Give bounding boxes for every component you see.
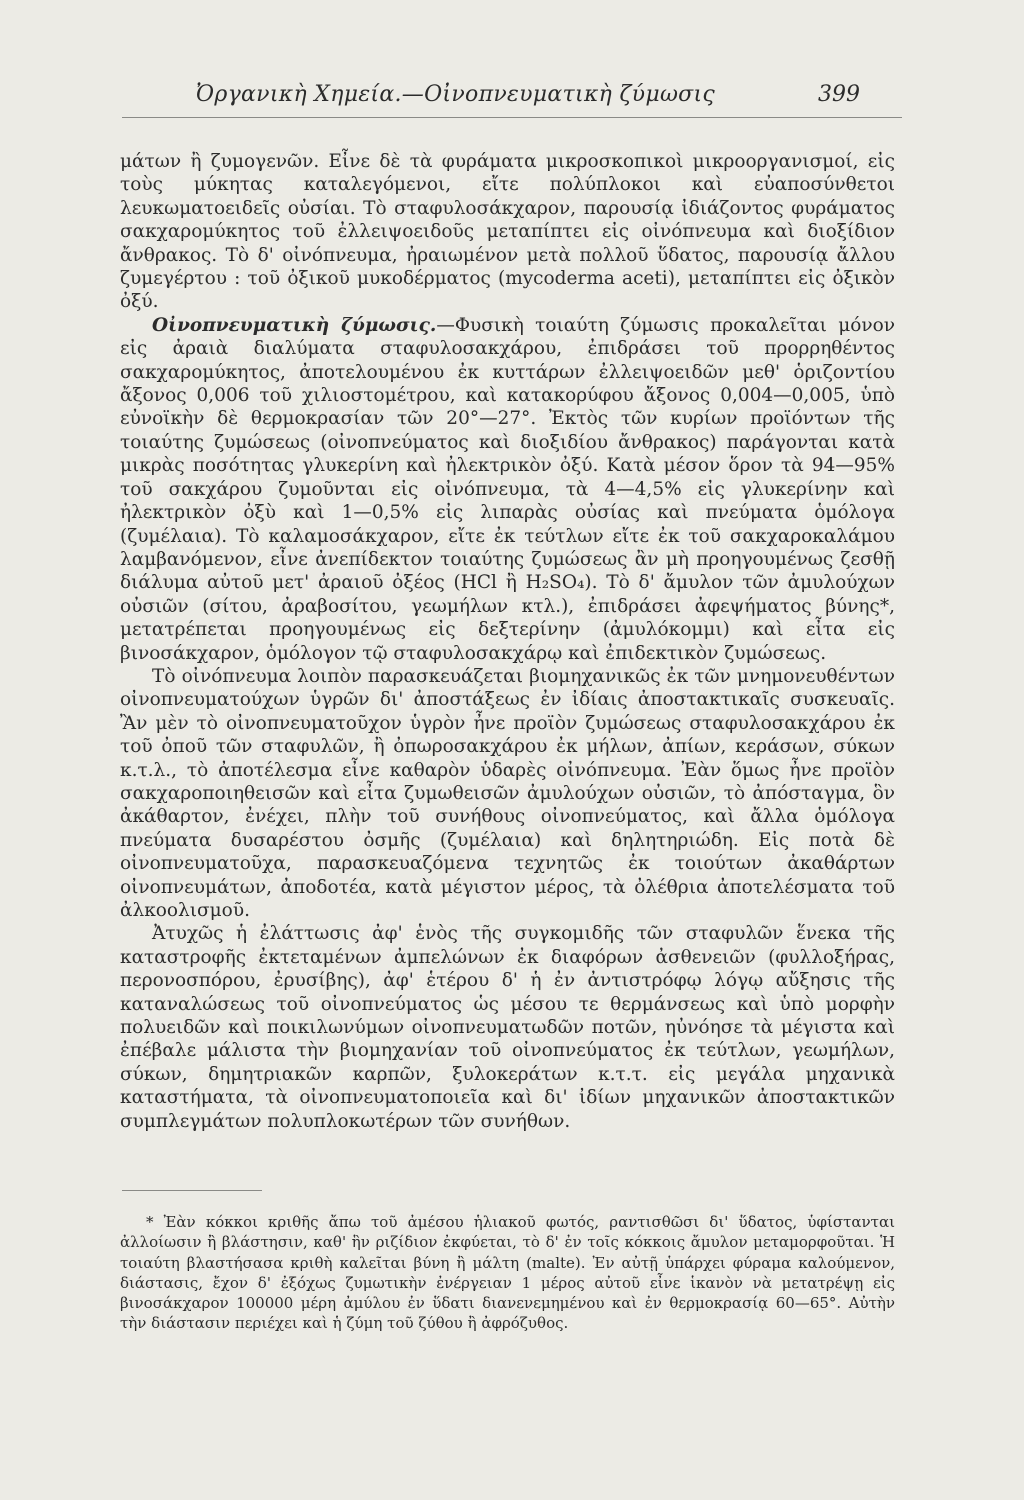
section-heading: Οἰνοπνευματικὴ ζύμωσις. (152, 314, 437, 336)
body-text (120, 150, 895, 1133)
page-number: 399 (818, 82, 860, 107)
paragraph-2-text: —Φυσικὴ τοιαύτη ζύμωσις προκαλεῖται μόνον εἰς ἀραιὰ διαλύματα σταφυλοσακχάρου, ἐπιδράσει τοῦ προρρηθέντος σακχαρομύκητος, ἀποτελουμένου ἐκ κυττάρων ἐλλειψοειδῶν μεθ' ὁριζοντίου ἄξονος 0,006 τοῦ χιλιοστομέτρου, καὶ κατακορύφου ἄξονος 0,004—0,005, ὑπὸ εὐνοϊκὴν δὲ θερμοκρασίαν τῶν 20°—27°. Ἐκτὸς τῶν κυρίων προϊόντων τῆς τοιαύτης ζυμώσεως (οἰνοπνεύματος καὶ διοξιδίου ἄνθρακος) παράγονται κατὰ μικρὰς ποσότητας γλυκερίνη καὶ ἠλεκτρικὸν ὀξύ. Κατὰ μέσον ὅρον τὰ 94—95% τοῦ σακχάρου ζυμοῦνται εἰς οἰνόπνευμα, τὰ 4—4,5% εἰς γλυκερίνην καὶ ἠλεκτρικὸν ὀξὺ καὶ 1—0,5% εἰς λιπαρὰς οὐσίας καὶ πνεύματα ὁμόλογα (ζυμέλαια). Τὸ καλαμοσάκχαρον, εἴτε ἐκ τεύτλων εἴτε ἐκ τοῦ σακχαροκαλάμου λαμβανόμενον, εἶνε ἀνεπίδεκτον τοιαύτης ζυμώσεως ἂν μὴ προηγουμένως ζεσθῇ διάλυμα αὐτοῦ μετ' ἀραιοῦ ὀξέος (HCl ἢ H₂SO₄). Τὸ δ' ἄμυλον τῶν ἀμυλούχων οὐσιῶν (σίτου, ἀραβοσίτου, γεωμήλων κτλ.), ἐπιδράσει ἀφεψήματος βύνης*, μετατρέπεται προηγουμένως εἰς δεξτερίνην (ἀμυλόκομμι) καὶ εἶτα εἰς βινοσάκχαρον, ὁμόλογον τῷ σταφυλοσακχάρῳ καὶ ἐπιδεκτικὸν ζυμώσεως. (120, 314, 895, 664)
paragraph-1: μάτων ἢ ζυμογενῶν. Εἶνε δὲ τὰ φυράματα μικροσκοπικοὶ μικροοργανισμοί, εἰς τοὺς μύκητας καταλεγόμενοι, εἴτε πολύπλοκοι καὶ εὐαποσύνθετοι λευκωματοειδεῖς οὐσίαι. Τὸ σταφυλοσάκχαρον, παρουσίᾳ ἰδιάζοντος φυράματος σακχαρομύκητος τοῦ ἐλλειψοειδοῦς μεταπίπτει εἰς οἰνόπνευμα καὶ διοξίδιον ἄνθρακος. Τὸ δ' οἰνόπνευμα, ἠραιωμένον μετὰ πολλοῦ ὕδατος, παρουσίᾳ ἄλλου ζυμεγέρτου : τοῦ ὀξικοῦ μυκοδέρματος (mycoderma aceti), μεταπίπτει εἰς ὀξικὸν ὀξύ. (120, 151, 895, 313)
running-head (0, 82, 1024, 112)
footnote-rule (122, 1190, 262, 1191)
paragraph-3: Τὸ οἰνόπνευμα λοιπὸν παρασκευάζεται βιομηχανικῶς ἐκ τῶν μνημονευθέντων οἰνοπνευματούχων ὑγρῶν δι' ἀποστάξεως ἐν ἰδίαις ἀποστακτικαῖς συσκευαῖς. Ἂν μὲν τὸ οἰνοπνευματοῦχον ὑγρὸν ἦνε προϊὸν ζυμώσεως σταφυλοσακχάρου ἐκ τοῦ ὀποῦ τῶν σταφυλῶν, ἢ ὀπωροσακχάρου ἐκ μήλων, ἀπίων, κεράσων, σύκων κ.τ.λ., τὸ ἀποτέλεσμα εἶνε καθαρὸν ὑδαρὲς οἰνόπνευμα. Ἐὰν ὅμως ἦνε προϊὸν σακχαροποιηθεισῶν καὶ εἶτα ζυμωθεισῶν ἀμυλούχων οὐσιῶν, τὸ ἀπόσταγμα, ὃν ἀκάθαρτον, ἐνέχει, πλὴν τοῦ συνήθους οἰνοπνεύματος, καὶ ἄλλα ὁμόλογα πνεύματα δυσαρέστου ὀσμῆς (ζυμέλαια) καὶ δηλητηριώδη. Εἰς ποτὰ δὲ οἰνοπνευματοῦχα, παρασκευαζόμενα τεχνητῶς ἐκ τοιούτων ἀκαθάρτων οἰνοπνευμάτων, ἀποδοτέα, κατὰ μέγιστον μέρος, τὰ ὀλέθρια ἀποτελέσματα τοῦ ἀλκοολισμοῦ. (120, 665, 895, 921)
paragraph-4: Ἀτυχῶς ἡ ἐλάττωσις ἀφ' ἑνὸς τῆς συγκομιδῆς τῶν σταφυλῶν ἕνεκα τῆς καταστροφῆς ἐκτεταμένων ἀμπελώνων ἐκ διαφόρων ἀσθενειῶν (φυλλοξήρας, περονοσπόρου, ἐρυσίβης), ἀφ' ἑτέρου δ' ἡ ἐν ἀντιστρόφῳ λόγῳ αὔξησις τῆς καταναλώσεως τοῦ οἰνοπνεύματος ὡς μέσου τε θερμάνσεως καὶ ὑπὸ μορφὴν πολυειδῶν καὶ ποικιλωνύμων οἰνοπνευματωδῶν ποτῶν, ηὐνόησε τὰ μέγιστα καὶ ἐπέβαλε μάλιστα τὴν βιομηχανίαν τοῦ οἰνοπνεύματος ἐκ τεύτλων, γεωμήλων, σύκων, δημητριακῶν καρπῶν, ξυλοκεράτων κ.τ.τ. εἰς μεγάλα μηχανικὰ καταστήματα, τὰ οἰνοπνευματοποιεῖα καὶ δι' ἰδίων μηχανικῶν ἀποστακτικῶν συμπλεγμάτων πολυπλοκωτέρων τῶν συνήθων. (120, 923, 895, 1132)
footnote (120, 1212, 895, 1334)
footnote-text: * Ἐὰν κόκκοι κριθῆς ἄπω τοῦ ἀμέσου ἡλιακοῦ φωτός, ραντισθῶσι δι' ὕδατος, ὑφίστανται ἀλλοίωσιν ἢ βλάστησιν, καθ' ἣν ριζίδιον ἐκφύεται, τὸ δ' ἐν τοῖς κόκκοις ἄμυλον μεταμορφοῦται. Ἡ τοιαύτη βλαστήσασα κριθὴ καλεῖται βύνη ἢ μάλτη (malte). Ἐν αὐτῇ ὑπάρχει φύραμα καλούμενον, διάστασις, ἔχον δ' ἐξόχως ζυμωτικὴν ἐνέργειαν 1 μέρος αὐτοῦ εἶνε ἱκανὸν νὰ μετατρέψῃ εἰς βινοσάκχαρον 100000 μέρη ἀμύλου ἐν ὕδατι διανενεμημένου καὶ ἐν θερμοκρασίᾳ 60—65°. Αὐτὴν τὴν διάστασιν περιέχει καὶ ἡ ζύμη τοῦ ζύθου ἢ ἀφρόζυθος. (120, 1213, 895, 1333)
paragraph-2 (120, 314, 895, 665)
running-title: Ὀργανικὴ Χημεία.—Οἰνοπνευματικὴ ζύμωσις (196, 82, 716, 107)
header-rule (122, 117, 902, 118)
